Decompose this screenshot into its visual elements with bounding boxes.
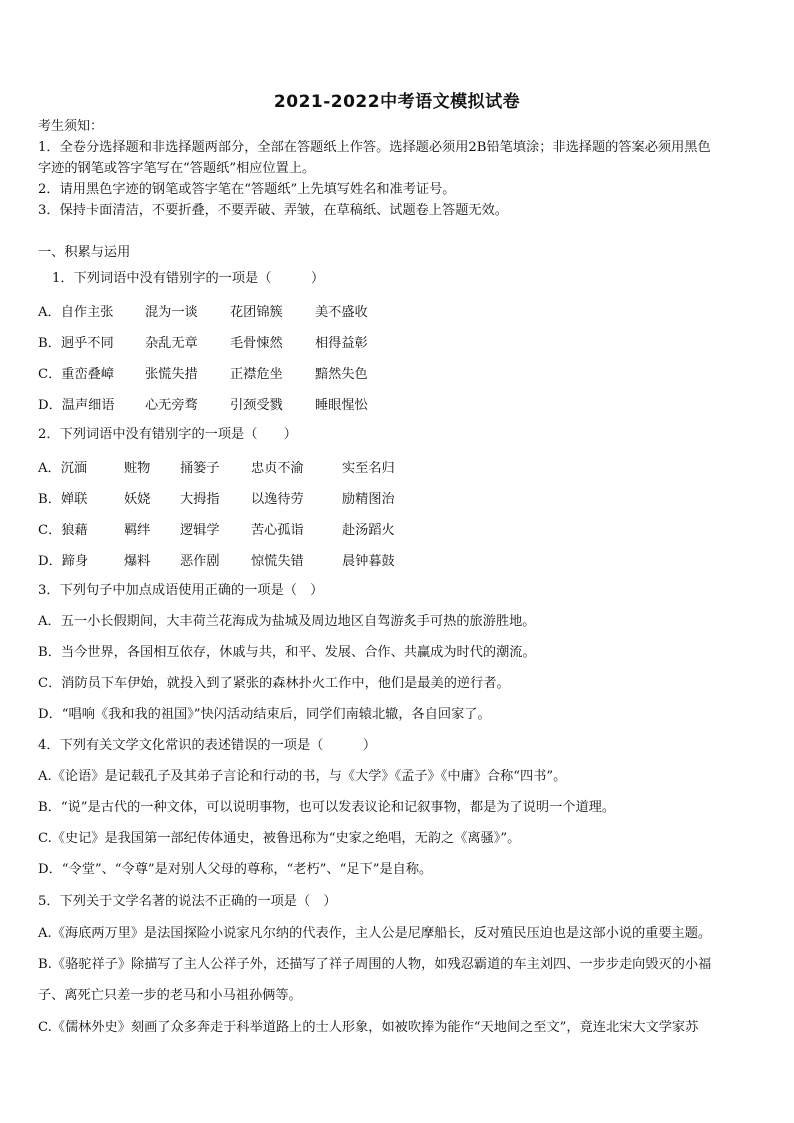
option-cell: C．重峦叠嶂: [38, 367, 115, 382]
question-3-option-a: A．五一小长假期间，大丰荷兰花海成为盐城及周边地区自驾游炙手可热的旅游胜地。: [38, 614, 536, 629]
notice-item: 字迹的钢笔或答字笔写在“答题纸”相应位置上。: [38, 161, 316, 176]
option-cell: A．沉湎: [38, 461, 88, 476]
option-cell: D．温声细语: [38, 398, 115, 413]
notice-item: 2．请用黑色字迹的钢笔或答字笔在“答题纸”上先填写姓名和准考证号。: [38, 182, 456, 197]
option-cell: 大拇指: [180, 492, 220, 507]
option-cell: 逻辑学: [180, 523, 220, 538]
option-cell: 实至名归: [342, 461, 395, 476]
option-cell: B．婵联: [38, 492, 88, 507]
option-cell: C．狼藉: [38, 523, 88, 538]
notice-item: 3．保持卡面清洁，不要折叠，不要弄破、弄皱，在草稿纸、试题卷上答题无效。: [38, 203, 508, 218]
page-title: 2021-2022中考语文模拟试卷: [273, 92, 521, 112]
option-cell: 捅篓子: [180, 461, 220, 476]
question-5-option-c: C.《儒林外史》刻画了众多奔走于科举道路上的士人形象，如被吹捧为能作“天地间之至文”，竟连北宋大文学家苏: [38, 1020, 699, 1035]
option-cell: A．自作主张: [38, 305, 114, 320]
question-5-option-b-cont: 子、离死亡只差一步的老马和小马祖孙俩等。: [38, 988, 302, 1003]
notice-item: 1．全卷分选择题和非选择题两部分，全部在答题纸上作答。选择题必须用2B铅笔填涂；非选择题的答案必须用黑色: [38, 140, 711, 155]
option-cell: 引颈受戮: [230, 398, 283, 413]
question-4-option-b: B．“说”是古代的一种文体，可以说明事物，也可以发表议论和记叙事物，都是为了说明一个道理。: [38, 800, 616, 815]
question-3-option-c: C．消防员下车伊始，就投入到了紧张的森林扑火工作中，他们是最美的逆行者。: [38, 676, 510, 691]
question-3-option-b: B．当今世界，各国相互依存，休戚与共，和平、发展、合作、共赢成为时代的潮流。: [38, 645, 536, 660]
question-4-option-c: C.《史记》是我国第一部纪传体通史，被鲁迅称为“史家之绝唱，无韵之《离骚》”。: [38, 831, 521, 846]
option-cell: 妖娆: [124, 492, 151, 507]
option-cell: 杂乱无章: [145, 336, 198, 351]
option-cell: 睡眼惺忪: [315, 398, 368, 413]
option-cell: 恶作剧: [180, 554, 220, 569]
option-cell: 毛骨悚然: [230, 336, 283, 351]
question-4-option-a: A.《论语》是记载孔子及其弟子言论和行动的书，与《大学》《孟子》《中庸》合称“四书”。: [38, 769, 567, 784]
option-cell: 忠贞不渝: [251, 461, 304, 476]
question-5-option-a: A.《海底两万里》是法国探险小说家凡尔纳的代表作，主人公是尼摩船长，反对殖民压迫也是这部小说的重要主题。: [38, 926, 712, 941]
question-3-option-d: D．“唱响《我和我的祖国》”快闪活动结束后，同学们南辕北辙，各自回家了。: [38, 707, 491, 722]
option-cell: 惊慌失错: [251, 554, 304, 569]
option-cell: 美不盛收: [315, 305, 368, 320]
option-cell: 晨钟暮鼓: [342, 554, 395, 569]
option-cell: 相得益彰: [315, 336, 368, 351]
option-cell: 羁绊: [124, 523, 151, 538]
option-cell: 苦心孤诣: [251, 523, 304, 538]
section-heading: 一、积累与运用: [38, 245, 131, 260]
option-cell: 花团锦簇: [230, 305, 283, 320]
question-5-option-b: B.《骆驼祥子》除描写了主人公祥子外，还描写了祥子周围的人物，如残忍霸道的车主刘四、一步步走向毁灭的小福: [38, 957, 712, 972]
option-cell: 励精图治: [342, 492, 395, 507]
question-4-stem: 4．下列有关文学文化常识的表述错误的一项是（ ）: [38, 738, 377, 753]
question-4-option-d: D．“令堂”、“令尊”是对别人父母的尊称，“老朽”、“足下”是自称。: [38, 862, 433, 877]
question-1-stem: 1．下列词语中没有错别字的一项是（ ）: [52, 271, 325, 286]
question-3-stem: 3．下列句子中加点成语使用正确的一项是（ ）: [38, 583, 324, 598]
option-cell: 赴汤蹈火: [342, 523, 395, 538]
option-cell: 赃物: [124, 461, 151, 476]
question-2-stem: 2．下列词语中没有错别字的一项是（ ）: [38, 427, 297, 442]
option-cell: 爆料: [124, 554, 151, 569]
option-cell: 混为一谈: [145, 305, 198, 320]
option-cell: B．迥乎不同: [38, 336, 114, 351]
option-cell: D．蹄身: [38, 554, 89, 569]
question-5-stem: 5．下列关于文学名著的说法不正确的一项是（ ）: [38, 894, 337, 909]
option-cell: 以逸待劳: [251, 492, 304, 507]
option-cell: 黯然失色: [315, 367, 368, 382]
option-cell: 心无旁骛: [145, 398, 198, 413]
option-cell: 张慌失措: [145, 367, 198, 382]
notice-heading: 考生须知：: [38, 119, 104, 134]
option-cell: 正襟危坐: [230, 367, 283, 382]
